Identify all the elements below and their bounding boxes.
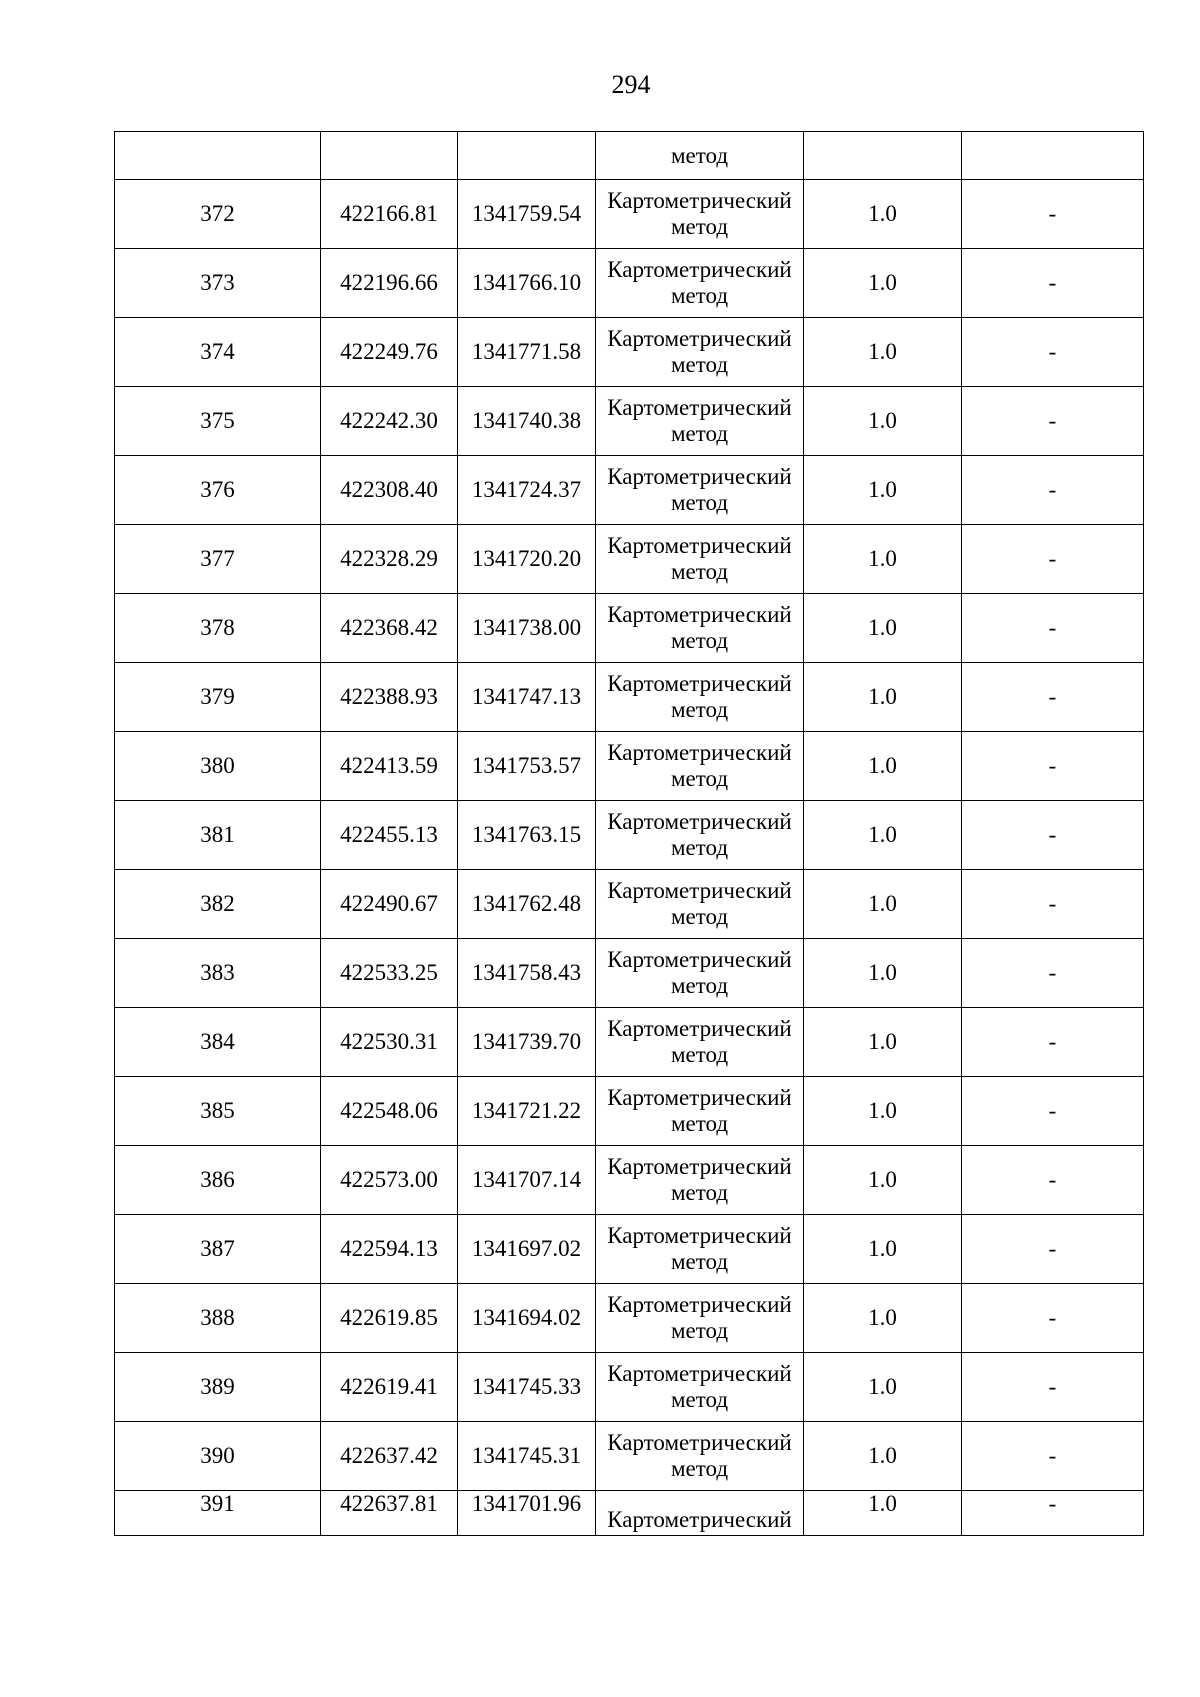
method-cell-continued: метод bbox=[596, 132, 804, 180]
method-label: Картометрический bbox=[607, 1085, 792, 1110]
x-coordinate-cell: 422196.66 bbox=[321, 249, 458, 318]
page-number: 294 bbox=[611, 70, 651, 99]
table-row bbox=[115, 870, 1144, 939]
accuracy-cell: 1.0 bbox=[804, 1215, 962, 1284]
y-coordinate-cell: 1341721.22 bbox=[458, 1077, 596, 1146]
table-row bbox=[115, 801, 1144, 870]
note-cell: - bbox=[962, 1491, 1144, 1536]
point-number-cell: 381 bbox=[115, 801, 321, 870]
y-coordinate-cell: 1341738.00 bbox=[458, 594, 596, 663]
table-row bbox=[115, 1008, 1144, 1077]
accuracy-cell: 1.0 bbox=[804, 732, 962, 801]
note-cell: - bbox=[962, 1353, 1144, 1422]
method-cell bbox=[596, 180, 804, 249]
x-coordinate-cell: 422308.40 bbox=[321, 456, 458, 525]
accuracy-cell: 1.0 bbox=[804, 1353, 962, 1422]
method-label: Картометрический bbox=[607, 326, 792, 351]
method-label: метод bbox=[670, 352, 729, 377]
method-label: Картометрический bbox=[607, 1016, 792, 1041]
note-cell: - bbox=[962, 318, 1144, 387]
y-coordinate-cell: 1341740.38 bbox=[458, 387, 596, 456]
method-label: метод bbox=[670, 421, 729, 446]
accuracy-cell: 1.0 bbox=[804, 870, 962, 939]
note-cell: - bbox=[962, 1284, 1144, 1353]
method-cell bbox=[596, 387, 804, 456]
y-coordinate-cell: 1341724.37 bbox=[458, 456, 596, 525]
table-row bbox=[115, 1491, 1144, 1536]
table-body bbox=[115, 132, 1144, 1536]
note-cell: - bbox=[962, 801, 1144, 870]
accuracy-cell: 1.0 bbox=[804, 1008, 962, 1077]
note-cell: - bbox=[962, 1077, 1144, 1146]
y-coordinate-cell: 1341747.13 bbox=[458, 663, 596, 732]
method-cell bbox=[596, 801, 804, 870]
y-coordinate-cell: 1341762.48 bbox=[458, 870, 596, 939]
y-coordinate-cell: 1341763.15 bbox=[458, 801, 596, 870]
empty-cell bbox=[321, 132, 458, 180]
x-coordinate-cell: 422242.30 bbox=[321, 387, 458, 456]
method-label: метод bbox=[670, 1456, 729, 1481]
table-row bbox=[115, 1215, 1144, 1284]
accuracy-cell: 1.0 bbox=[804, 801, 962, 870]
method-label: Картометрический bbox=[607, 1507, 792, 1532]
empty-cell bbox=[804, 132, 962, 180]
method-cell bbox=[596, 1008, 804, 1077]
method-label: Картометрический bbox=[607, 1430, 792, 1455]
note-cell: - bbox=[962, 594, 1144, 663]
accuracy-cell: 1.0 bbox=[804, 663, 962, 732]
method-cell bbox=[596, 1491, 804, 1536]
note-cell: - bbox=[962, 387, 1144, 456]
method-label: метод bbox=[670, 214, 729, 239]
method-cell bbox=[596, 1422, 804, 1491]
table-row bbox=[115, 732, 1144, 801]
note-cell: - bbox=[962, 1422, 1144, 1491]
method-label: Картометрический bbox=[607, 395, 792, 420]
note-cell: - bbox=[962, 870, 1144, 939]
method-cell bbox=[596, 1146, 804, 1215]
accuracy-cell: 1.0 bbox=[804, 456, 962, 525]
method-label: Картометрический bbox=[607, 602, 792, 627]
table-row bbox=[115, 1146, 1144, 1215]
method-label: метод bbox=[670, 1249, 729, 1274]
method-label: метод bbox=[670, 490, 729, 515]
point-number-cell: 380 bbox=[115, 732, 321, 801]
coordinates-table bbox=[114, 131, 1144, 1536]
note-cell: - bbox=[962, 1008, 1144, 1077]
x-coordinate-cell: 422530.31 bbox=[321, 1008, 458, 1077]
x-coordinate-cell: 422455.13 bbox=[321, 801, 458, 870]
point-number-cell: 391 bbox=[115, 1491, 321, 1536]
method-cell bbox=[596, 1077, 804, 1146]
method-label: Картометрический bbox=[607, 740, 792, 765]
empty-cell bbox=[115, 132, 321, 180]
method-cell bbox=[596, 1215, 804, 1284]
method-cell bbox=[596, 870, 804, 939]
note-cell: - bbox=[962, 1146, 1144, 1215]
method-label: метод bbox=[670, 1318, 729, 1343]
y-coordinate-cell: 1341745.31 bbox=[458, 1422, 596, 1491]
method-label: метод bbox=[670, 1042, 729, 1067]
accuracy-cell: 1.0 bbox=[804, 939, 962, 1008]
method-cell bbox=[596, 249, 804, 318]
accuracy-cell: 1.0 bbox=[804, 1422, 962, 1491]
y-coordinate-cell: 1341707.14 bbox=[458, 1146, 596, 1215]
table-row bbox=[115, 387, 1144, 456]
method-label: метод bbox=[670, 628, 729, 653]
method-cell bbox=[596, 318, 804, 387]
x-coordinate-cell: 422533.25 bbox=[321, 939, 458, 1008]
x-coordinate-cell: 422619.41 bbox=[321, 1353, 458, 1422]
point-number-cell: 375 bbox=[115, 387, 321, 456]
method-label: Картометрический bbox=[607, 1154, 792, 1179]
method-cell bbox=[596, 663, 804, 732]
note-cell: - bbox=[962, 180, 1144, 249]
table-row bbox=[115, 1284, 1144, 1353]
y-coordinate-cell: 1341753.57 bbox=[458, 732, 596, 801]
x-coordinate-cell: 422388.93 bbox=[321, 663, 458, 732]
method-label: Картометрический bbox=[607, 188, 792, 213]
point-number-cell: 385 bbox=[115, 1077, 321, 1146]
accuracy-cell: 1.0 bbox=[804, 1284, 962, 1353]
accuracy-cell: 1.0 bbox=[804, 1077, 962, 1146]
x-coordinate-cell: 422594.13 bbox=[321, 1215, 458, 1284]
method-cell bbox=[596, 1353, 804, 1422]
method-cell bbox=[596, 456, 804, 525]
method-cell bbox=[596, 732, 804, 801]
empty-cell bbox=[962, 132, 1144, 180]
x-coordinate-cell: 422413.59 bbox=[321, 732, 458, 801]
y-coordinate-cell: 1341720.20 bbox=[458, 525, 596, 594]
note-cell: - bbox=[962, 663, 1144, 732]
accuracy-cell: 1.0 bbox=[804, 525, 962, 594]
method-label: Картометрический bbox=[607, 1361, 792, 1386]
x-coordinate-cell: 422166.81 bbox=[321, 180, 458, 249]
accuracy-cell: 1.0 bbox=[804, 387, 962, 456]
point-number-cell: 376 bbox=[115, 456, 321, 525]
method-label: Картометрический bbox=[607, 671, 792, 696]
x-coordinate-cell: 422328.29 bbox=[321, 525, 458, 594]
point-number-cell: 372 bbox=[115, 180, 321, 249]
method-label: Картометрический bbox=[607, 947, 792, 972]
method-label: метод bbox=[670, 1180, 729, 1205]
point-number-cell: 383 bbox=[115, 939, 321, 1008]
continued-row bbox=[115, 132, 1144, 180]
x-coordinate-cell: 422249.76 bbox=[321, 318, 458, 387]
method-label: Картометрический bbox=[607, 878, 792, 903]
empty-cell bbox=[458, 132, 596, 180]
y-coordinate-cell: 1341697.02 bbox=[458, 1215, 596, 1284]
y-coordinate-cell: 1341745.33 bbox=[458, 1353, 596, 1422]
x-coordinate-cell: 422573.00 bbox=[321, 1146, 458, 1215]
method-cell bbox=[596, 594, 804, 663]
point-number-cell: 389 bbox=[115, 1353, 321, 1422]
method-label: метод bbox=[670, 283, 729, 308]
point-number-cell: 378 bbox=[115, 594, 321, 663]
note-cell: - bbox=[962, 456, 1144, 525]
accuracy-cell: 1.0 bbox=[804, 249, 962, 318]
table-row bbox=[115, 318, 1144, 387]
table-row bbox=[115, 456, 1144, 525]
note-cell: - bbox=[962, 939, 1144, 1008]
point-number-cell: 374 bbox=[115, 318, 321, 387]
note-cell: - bbox=[962, 1215, 1144, 1284]
y-coordinate-cell: 1341771.58 bbox=[458, 318, 596, 387]
note-cell: - bbox=[962, 525, 1144, 594]
method-cell bbox=[596, 1284, 804, 1353]
y-coordinate-cell: 1341759.54 bbox=[458, 180, 596, 249]
y-coordinate-cell: 1341739.70 bbox=[458, 1008, 596, 1077]
accuracy-cell: 1.0 bbox=[804, 318, 962, 387]
accuracy-cell: 1.0 bbox=[804, 1146, 962, 1215]
method-cell bbox=[596, 939, 804, 1008]
method-label: Картометрический bbox=[607, 809, 792, 834]
note-cell: - bbox=[962, 249, 1144, 318]
method-label: Картометрический bbox=[607, 464, 792, 489]
table-row bbox=[115, 1353, 1144, 1422]
x-coordinate-cell: 422368.42 bbox=[321, 594, 458, 663]
table-row bbox=[115, 1422, 1144, 1491]
point-number-cell: 390 bbox=[115, 1422, 321, 1491]
table-row bbox=[115, 1077, 1144, 1146]
method-label: метод bbox=[670, 697, 729, 722]
point-number-cell: 373 bbox=[115, 249, 321, 318]
table-row bbox=[115, 249, 1144, 318]
point-number-cell: 377 bbox=[115, 525, 321, 594]
x-coordinate-cell: 422619.85 bbox=[321, 1284, 458, 1353]
method-label: Картометрический bbox=[607, 533, 792, 558]
point-number-cell: 379 bbox=[115, 663, 321, 732]
table-row bbox=[115, 939, 1144, 1008]
point-number-cell: 386 bbox=[115, 1146, 321, 1215]
table-row bbox=[115, 180, 1144, 249]
method-label: метод bbox=[670, 559, 729, 584]
method-label: Картометрический bbox=[607, 1223, 792, 1248]
x-coordinate-cell: 422490.67 bbox=[321, 870, 458, 939]
point-number-cell: 382 bbox=[115, 870, 321, 939]
y-coordinate-cell: 1341701.96 bbox=[458, 1491, 596, 1536]
x-coordinate-cell: 422637.42 bbox=[321, 1422, 458, 1491]
table-row bbox=[115, 663, 1144, 732]
table-row bbox=[115, 594, 1144, 663]
x-coordinate-cell: 422548.06 bbox=[321, 1077, 458, 1146]
y-coordinate-cell: 1341766.10 bbox=[458, 249, 596, 318]
y-coordinate-cell: 1341694.02 bbox=[458, 1284, 596, 1353]
y-coordinate-cell: 1341758.43 bbox=[458, 939, 596, 1008]
method-label: метод bbox=[670, 1111, 729, 1136]
note-cell: - bbox=[962, 732, 1144, 801]
method-label: метод bbox=[670, 904, 729, 929]
method-label: Картометрический bbox=[607, 257, 792, 282]
point-number-cell: 387 bbox=[115, 1215, 321, 1284]
method-label: Картометрический bbox=[607, 1292, 792, 1317]
accuracy-cell: 1.0 bbox=[804, 1491, 962, 1536]
accuracy-cell: 1.0 bbox=[804, 594, 962, 663]
method-label: метод bbox=[670, 973, 729, 998]
point-number-cell: 388 bbox=[115, 1284, 321, 1353]
accuracy-cell: 1.0 bbox=[804, 180, 962, 249]
method-label: метод bbox=[670, 1387, 729, 1412]
x-coordinate-cell: 422637.81 bbox=[321, 1491, 458, 1536]
method-label: метод bbox=[670, 766, 729, 791]
point-number-cell: 384 bbox=[115, 1008, 321, 1077]
table-row bbox=[115, 525, 1144, 594]
method-label: метод bbox=[670, 835, 729, 860]
method-cell bbox=[596, 525, 804, 594]
